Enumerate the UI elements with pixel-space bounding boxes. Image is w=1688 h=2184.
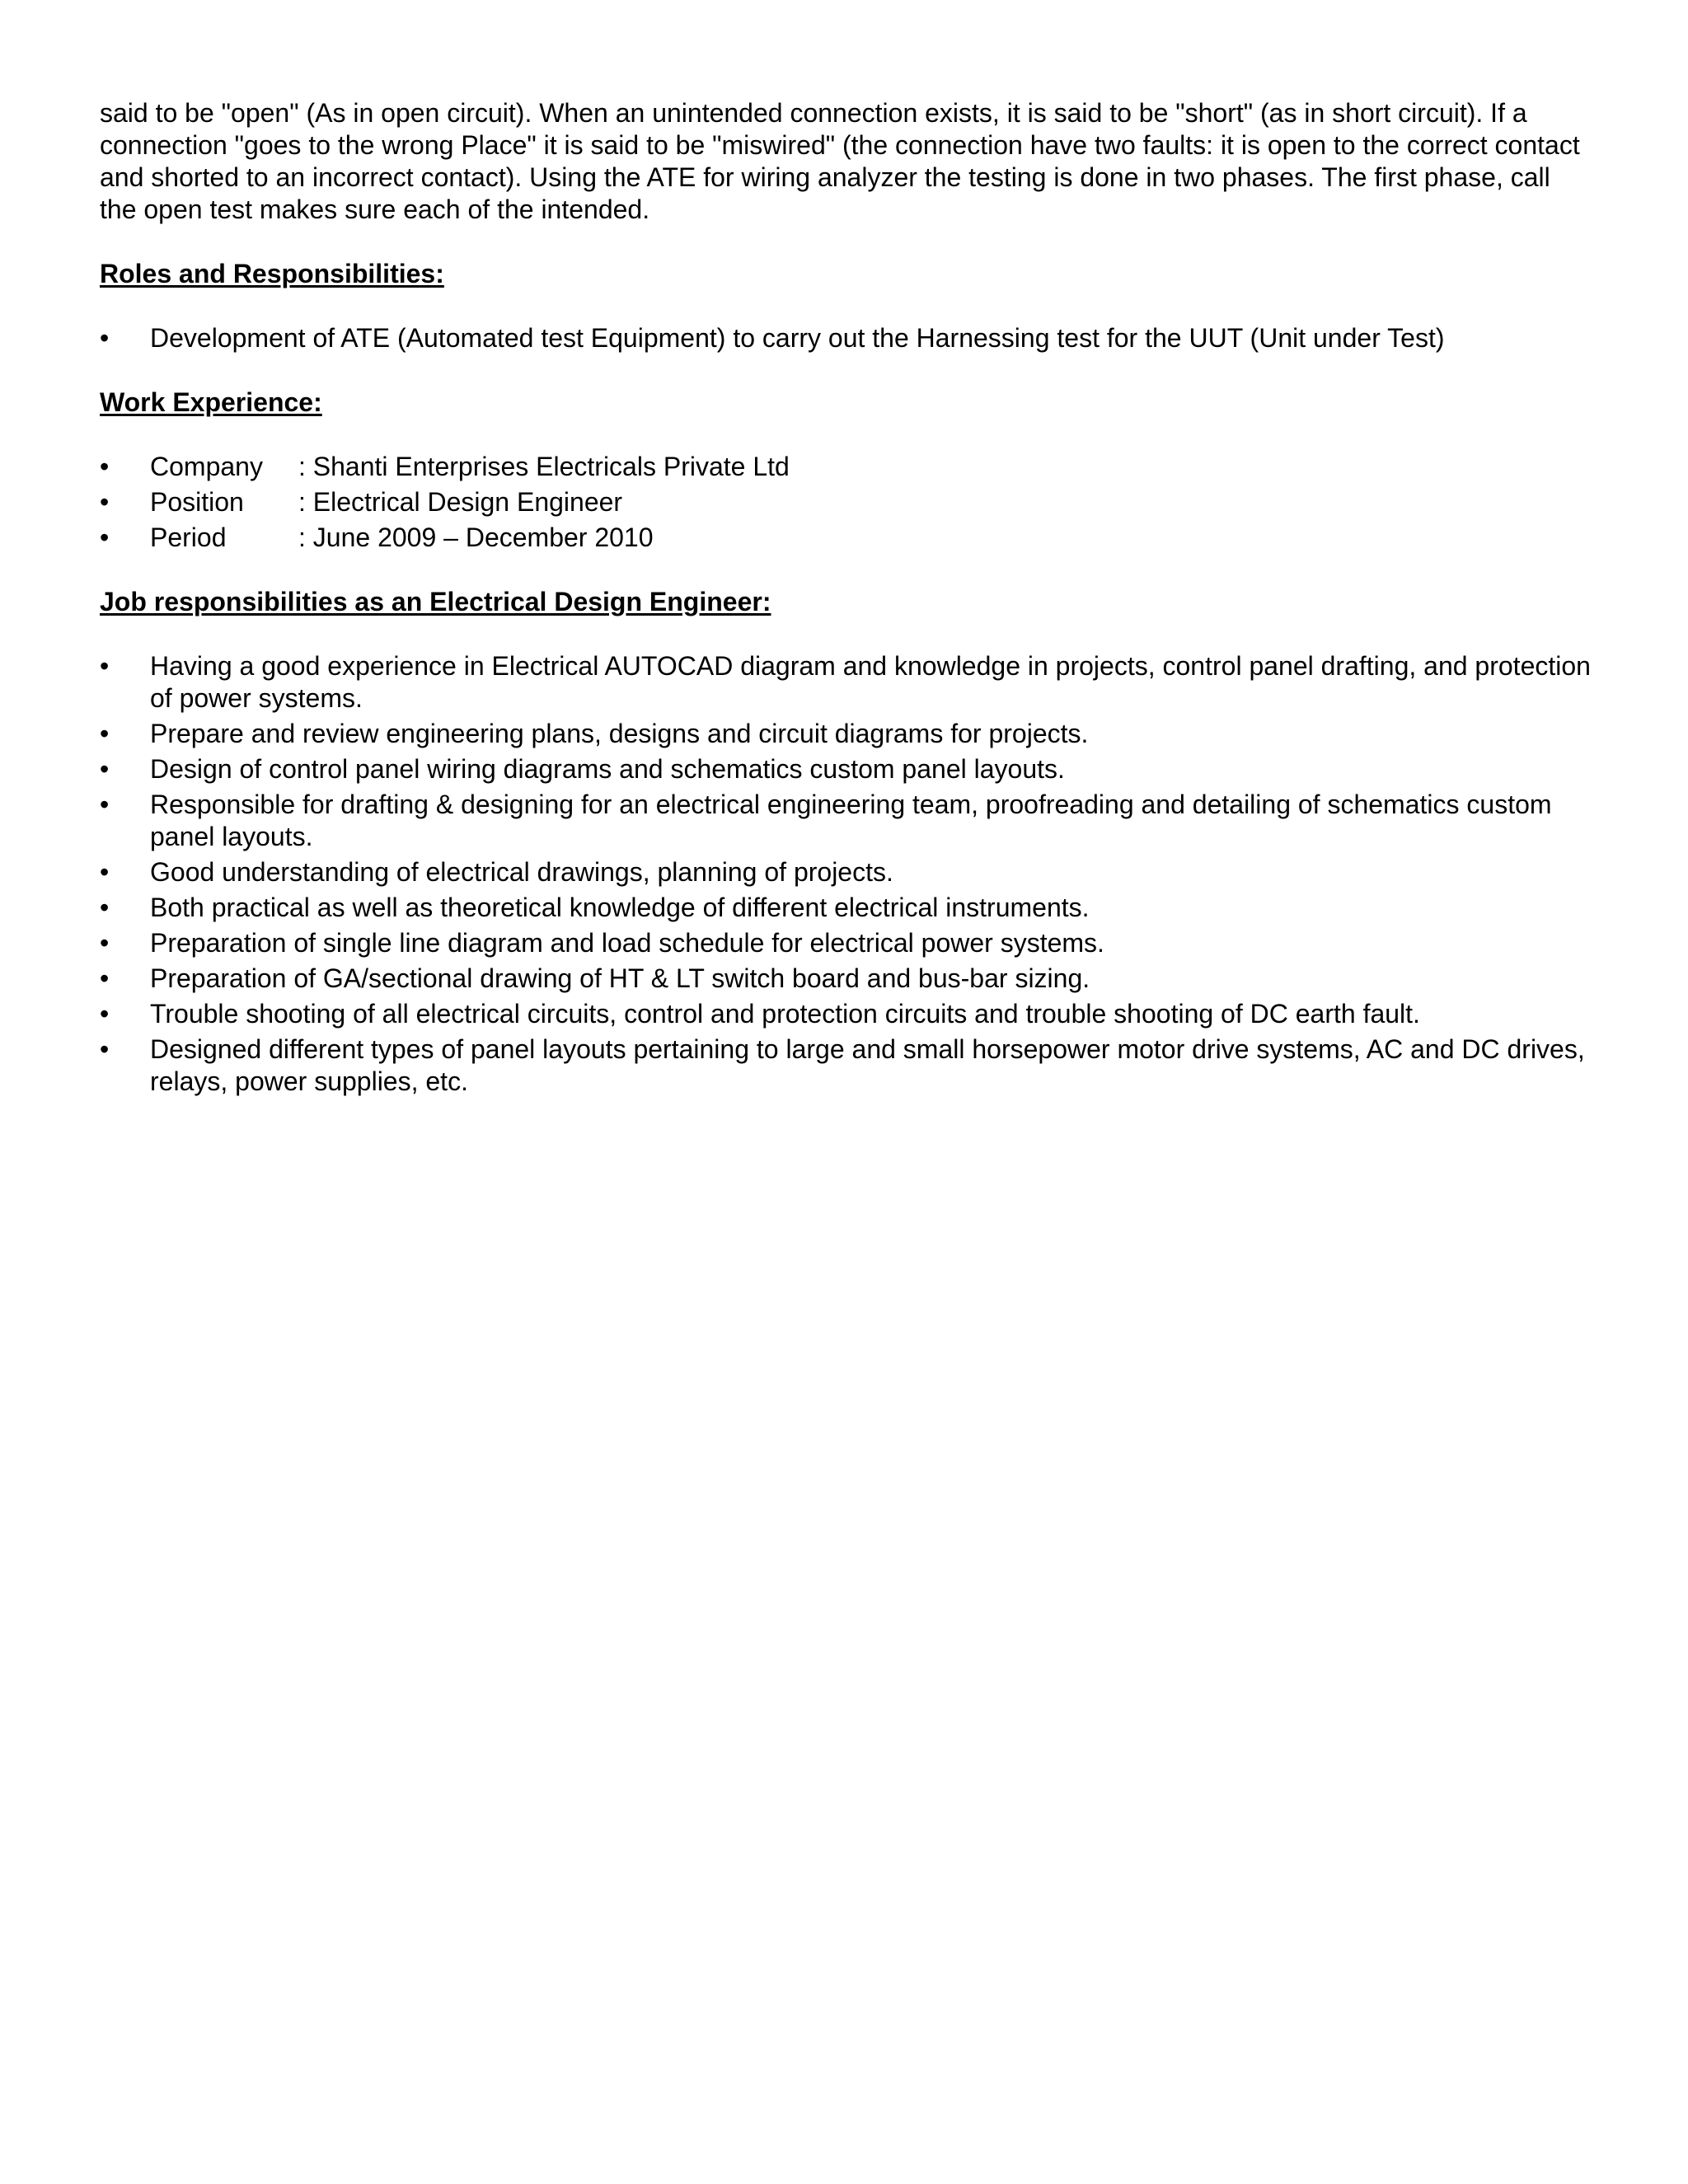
bullet-icon: • [100, 523, 110, 552]
bullet-icon: • [100, 999, 110, 1029]
intro-paragraph: said to be "open" (As in open circuit). When an unintended connection exists, it is said to be "short" (as in short circuit). If a connection "goes to the wrong Place" it is said to be "miswired" (the connection have two faults: it is open to the correct contact and shorted to an incorrect contact). Using the ATE for wiring analyzer the testing is done in two phases. The first phase, call the open test makes sure each of the intended. [100, 98, 1580, 224]
field-label: Period [150, 523, 227, 552]
bullet-icon: • [100, 928, 110, 958]
work-experience-heading: Work Experience: [100, 387, 322, 417]
field-label: Position [150, 487, 244, 517]
bullet-icon: • [100, 857, 110, 887]
job-responsibilities-heading: Job responsibilities as an Electrical Design Engineer: [100, 587, 771, 616]
field-value: : Shanti Enterprises Electricals Private Ltd [298, 452, 790, 481]
list-item-text: Having a good experience in Electrical AUTOCAD diagram and knowledge in projects, control panel drafting, and protection of power systems. [150, 651, 1591, 713]
bullet-icon: • [100, 963, 110, 993]
list-item-text: Prepare and review engineering plans, designs and circuit diagrams for projects. [150, 719, 1089, 748]
field-label: Company [150, 452, 263, 481]
bullet-icon: • [100, 1034, 110, 1064]
list-item [100, 322, 1592, 354]
field-value: : June 2009 – December 2010 [298, 523, 654, 552]
bullet-icon: • [100, 719, 110, 748]
list-item [100, 451, 1592, 483]
bullet-icon: • [100, 452, 110, 481]
list-item [100, 753, 1592, 785]
list-item [100, 789, 1592, 853]
bullet-icon: • [100, 651, 110, 681]
list-item [100, 963, 1592, 995]
list-item-text: Responsible for drafting & designing for an electrical engineering team, proofreading and detailing of schematics custom panel layouts. [150, 790, 1552, 851]
list-item-text: Development of ATE (Automated test Equipment) to carry out the Harnessing test for the UUT (Unit under Test) [150, 323, 1445, 353]
bullet-icon: • [100, 323, 110, 353]
work-experience-list [100, 451, 1592, 554]
roles-list [100, 322, 1592, 354]
job-responsibilities-list [100, 650, 1592, 1098]
list-item [100, 522, 1592, 554]
roles-heading: Roles and Responsibilities: [100, 259, 444, 288]
list-item [100, 650, 1592, 715]
bullet-icon: • [100, 790, 110, 819]
list-item [100, 927, 1592, 959]
list-item [100, 486, 1592, 518]
list-item-text: Preparation of single line diagram and load schedule for electrical power systems. [150, 928, 1104, 958]
bullet-icon: • [100, 754, 110, 784]
bullet-icon: • [100, 487, 110, 517]
list-item-text: Both practical as well as theoretical knowledge of different electrical instruments. [150, 893, 1090, 922]
list-item-text: Design of control panel wiring diagrams and schematics custom panel layouts. [150, 754, 1065, 784]
bullet-icon: • [100, 893, 110, 922]
list-item-text: Preparation of GA/sectional drawing of HT & LT switch board and bus-bar sizing. [150, 963, 1090, 993]
list-item-text: Trouble shooting of all electrical circuits, control and protection circuits and trouble shooting of DC earth fault. [150, 999, 1420, 1029]
document-page [100, 97, 1592, 1130]
list-item-text: Good understanding of electrical drawings, planning of projects. [150, 857, 893, 887]
list-item-text: Designed different types of panel layouts pertaining to large and small horsepower motor drive systems, AC and DC drives, relays, power supplies, etc. [150, 1034, 1585, 1096]
list-item [100, 892, 1592, 924]
list-item [100, 856, 1592, 888]
list-item [100, 1033, 1592, 1098]
list-item [100, 998, 1592, 1030]
field-value: : Electrical Design Engineer [298, 487, 623, 517]
list-item [100, 718, 1592, 750]
